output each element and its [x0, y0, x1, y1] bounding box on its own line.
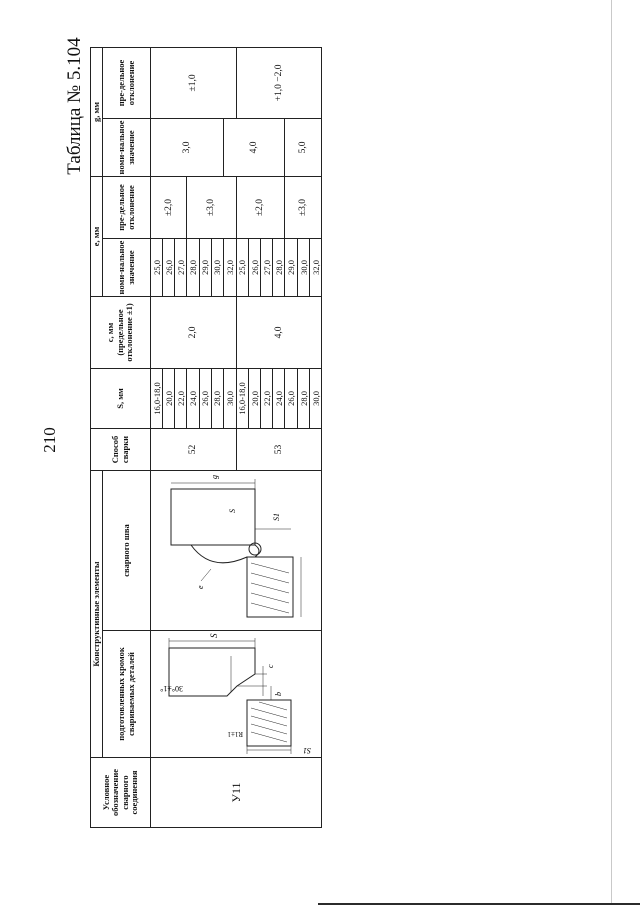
c-group-2: 4,0: [236, 296, 322, 368]
seam-drawing-cell: [151, 470, 322, 630]
s-cell: 20,0: [249, 368, 261, 428]
method-52: 52: [151, 428, 237, 470]
e-nominal-cell: 26,0: [163, 238, 175, 296]
s1-label: S1: [303, 746, 311, 756]
e-nominal-cell: 32,0: [223, 238, 236, 296]
s-cell: 28,0: [298, 368, 310, 428]
header-weld-seam: сварного шва: [103, 470, 151, 630]
e-dev-group-3: ±2,0: [236, 176, 285, 238]
s-cell: 30,0: [310, 368, 322, 428]
header-e-limit: пре-дельное отклонение: [103, 176, 151, 238]
g-dev-group-2: [236, 47, 322, 118]
header-g-nominal: номи-нальное значение: [103, 118, 151, 176]
e-nominal-cell: 25,0: [236, 238, 249, 296]
g-label: g: [210, 475, 219, 480]
page-number: 210: [40, 427, 59, 453]
header-e-nominal: номи-нальное значение: [103, 238, 151, 296]
s-cell: 28,0: [211, 368, 223, 428]
header-method: Способ сварки: [91, 428, 151, 470]
e-label: e: [196, 585, 205, 590]
e-nominal-cell: 28,0: [273, 238, 285, 296]
header-g: g, мм: [91, 47, 103, 176]
s-cell: 24,0: [273, 368, 285, 428]
header-prepared-edges: подготовленных кромок свариваемых деталей: [103, 631, 151, 758]
s-cell: 24,0: [187, 368, 200, 428]
header-g-limit: пре-дельное отклонение: [103, 47, 151, 118]
s-cell: 22,0: [175, 368, 187, 428]
table-title: Таблица № 5.104: [64, 37, 85, 175]
e-nominal-cell: 30,0: [211, 238, 223, 296]
e-nominal-cell: 28,0: [187, 238, 200, 296]
header-c: [91, 296, 151, 368]
s-cell: 22,0: [261, 368, 273, 428]
e-nominal-cell: 32,0: [310, 238, 322, 296]
s-seam-label: S: [228, 509, 237, 514]
rotated-table-container: [90, 48, 322, 828]
c-group-1: 2,0: [151, 296, 237, 368]
e-dev-group-2: ±3,0: [187, 176, 237, 238]
e-nominal-cell: 29,0: [285, 238, 298, 296]
joint-code: У11: [151, 758, 322, 828]
s1-seam-label: S1: [272, 513, 281, 522]
c-label: c: [266, 664, 275, 669]
s-cell: 20,0: [163, 368, 175, 428]
b-label: b: [274, 692, 283, 697]
header-s: S, мм: [91, 368, 151, 428]
e-nominal-cell: 27,0: [261, 238, 273, 296]
s-cell: 16,0-18,0: [151, 368, 163, 428]
e-nominal-cell: 26,0: [249, 238, 261, 296]
g-dev-plus-minus: +1,0 −2,0: [273, 64, 284, 102]
radius-label: R1±1: [227, 730, 243, 739]
page-edge-right: [611, 0, 612, 905]
prepared-edges-drawing: [151, 632, 319, 757]
e-nominal-cell: 27,0: [175, 238, 187, 296]
header-c-limit: (предельное отклонение ±1): [114, 303, 135, 362]
g-dev-group-1: ±1,0: [151, 47, 237, 118]
s-label: S: [209, 634, 219, 639]
s-cell: 26,0: [199, 368, 211, 428]
method-53: 53: [236, 428, 322, 470]
e-dev-group-4: ±3,0: [285, 176, 322, 238]
g-nom-group-2: 4,0: [223, 118, 285, 176]
angle-label: 30°±1°: [160, 684, 183, 694]
header-e: e, мм: [91, 176, 103, 296]
g-nom-group-3: 5,0: [285, 118, 322, 176]
s-cell: 16,0-18,0: [236, 368, 249, 428]
e-nominal-cell: 25,0: [151, 238, 163, 296]
header-constructive: Конструктивные элементы: [91, 470, 103, 757]
weld-seam-drawing: [151, 472, 319, 630]
header-designation: Условное обозначение сварного соединения: [91, 758, 151, 828]
e-dev-group-1: ±2,0: [151, 176, 187, 238]
e-nominal-cell: 29,0: [199, 238, 211, 296]
g-nom-group-1: 3,0: [151, 118, 224, 176]
weld-table: [90, 47, 322, 828]
header-c-title: c, мм: [105, 322, 116, 343]
s-cell: 26,0: [285, 368, 298, 428]
edges-drawing-cell: [151, 631, 322, 758]
s-cell: 30,0: [223, 368, 236, 428]
e-nominal-cell: 30,0: [298, 238, 310, 296]
